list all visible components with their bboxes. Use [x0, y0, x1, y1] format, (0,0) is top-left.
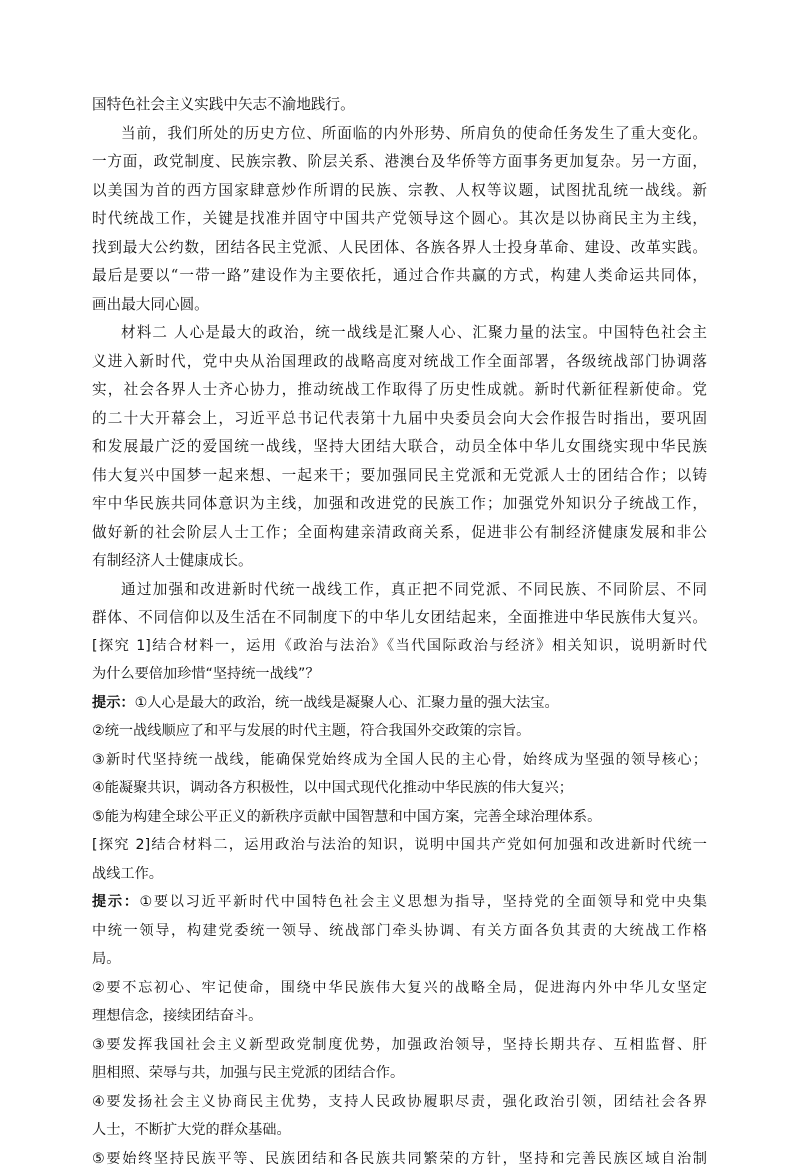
hint-text: ①人心是最大的政治，统一战线是凝聚人心、汇聚力量的强大法宝。 — [134, 695, 559, 711]
text-line: 找到最大公约数，团结各民主党派、人民团体、各族各界人士投身革命、建设、改革实践。 — [92, 239, 707, 256]
hint-line: 中统一领导，构建党委统一领导、统战部门牵头协调、有关方面各负其责的大统战工作格 — [92, 923, 707, 939]
text-line: 有制经济人士健康成长。 — [92, 552, 253, 569]
inquiry-2-hint — [92, 889, 707, 916]
hint-line: 人士，不断扩大党的群众基础。 — [92, 1122, 291, 1138]
hint-line: ③要发挥我国社会主义新型政党制度优势，加强政治领导，坚持长期共存、互相监督、肝 — [92, 1037, 707, 1053]
text-line: 以美国为首的西方国家肆意炒作所谓的民族、宗教、人权等议题，试图扰乱统一战线。新 — [92, 182, 707, 199]
hint-line: 胆相照、荣辱与共，加强与民主党派的团结合作。 — [92, 1065, 405, 1081]
hint-point: ②统一战线顺应了和平与发展的时代主题，符合我国外交政策的宗旨。 — [92, 723, 531, 739]
inquiry-1-question: 为什么要倍加珍惜“坚持统一战线”？ — [92, 666, 320, 682]
text-line: 通过加强和改进新时代统一战线工作，真正把不同党派、不同民族、不同阶层、不同 — [121, 581, 707, 598]
text-line: 画出最大同心圆。 — [92, 296, 209, 313]
hint-line: ④要发扬社会主义协商民主优势，支持人民政协履职尽责，强化政治引领，团结社会各界 — [92, 1094, 707, 1110]
inquiry-1-hint — [92, 690, 707, 717]
text-line: 的二十大开幕会上，习近平总书记代表第十九届中央委员会向大会作报告时指出，要巩固 — [92, 410, 707, 427]
text-line: 群体、不同信仰以及生活在不同制度下的中华儿女团结起来，全面推进中华民族伟大复兴。 — [92, 609, 707, 626]
hint-line: ⑤要始终坚持民族平等、民族团结和各民族共同繁荣的方针，坚持和完善民族区域自治制 — [92, 1151, 707, 1167]
text-line: 牢中华民族共同体意识为主线，加强和改进党的民族工作；加强党外知识分子统战工作， — [92, 495, 707, 512]
hint-line: ②要不忘初心、牢记使命，围绕中华民族伟大复兴的战略全局，促进海内外中华儿女坚定 — [92, 980, 707, 996]
text-line: 伟大复兴中国梦一起来想、一起来干；要加强同民主党派和无党派人士的团结合作；以铸 — [92, 467, 707, 484]
hint-label: 提示： — [92, 695, 135, 711]
text-line: 当前，我们所处的历史方位、所面临的内外形势、所肩负的使命任务发生了重大变化。 — [121, 125, 707, 142]
text-line: 做好新的社会阶层人士工作；全面构建亲清政商关系，促进非公有制经济健康发展和非公 — [92, 524, 707, 541]
text-line: 一方面，政党制度、民族宗教、阶层关系、港澳台及华侨等方面事务更加复杂。另一方面， — [92, 153, 707, 170]
hint-label: 提示： — [92, 894, 140, 910]
text-line: 最后是要以“一带一路”建设作为主要依托，通过合作共赢的方式，构建人类命运共同体， — [92, 267, 707, 284]
material-two-heading-line: 材料二 人心是最大的政治，统一战线是汇聚人心、汇聚力量的法宝。中国特色社会主 — [121, 324, 707, 341]
hint-point: ④能凝聚共识，调动各方积极性，以中国式现代化推动中华民族的伟大复兴； — [92, 780, 573, 796]
hint-point: ③新时代坚持统一战线，能确保党始终成为全国人民的主心骨，始终成为坚强的领导核心； — [92, 752, 707, 768]
hint-line: 理想信念，接续团结奋斗。 — [92, 1008, 263, 1024]
inquiry-1-question: [探究 1]结合材料一，运用《政治与法治》《当代国际政治与经济》相关知识，说明新时代 — [92, 638, 707, 654]
hint-point: ⑤能为构建全球公平正义的新秩序贡献中国智慧和中国方案，完善全球治理体系。 — [92, 809, 602, 825]
hint-line: 局。 — [92, 951, 121, 967]
hint-text: ①要以习近平新时代中国特色社会主义思想为指导，坚持党的全面领导和党中央集 — [139, 894, 707, 910]
inquiry-2-question: [探究 2]结合材料二，运用政治与法治的知识，说明中国共产党如何加强和改进新时代统一 — [92, 837, 707, 853]
text-line: 和发展最广泛的爱国统一战线，坚持大团结大联合，动员全体中华儿女围绕实现中华民族 — [92, 438, 707, 455]
text-line: 时代统战工作，关键是找准并固守中国共产党领导这个圆心。其次是以协商民主为主线， — [92, 210, 707, 227]
text-line: 国特色社会主义实践中矢志不渝地践行。 — [92, 96, 355, 113]
text-line: 义进入新时代，党中央从治国理政的战略高度对统战工作全面部署，各级统战部门协调落 — [92, 353, 707, 370]
inquiry-2-question: 战线工作。 — [92, 866, 163, 882]
text-line: 实，社会各界人士齐心协力，推动统战工作取得了历史性成就。新时代新征程新使命。党 — [92, 381, 707, 398]
